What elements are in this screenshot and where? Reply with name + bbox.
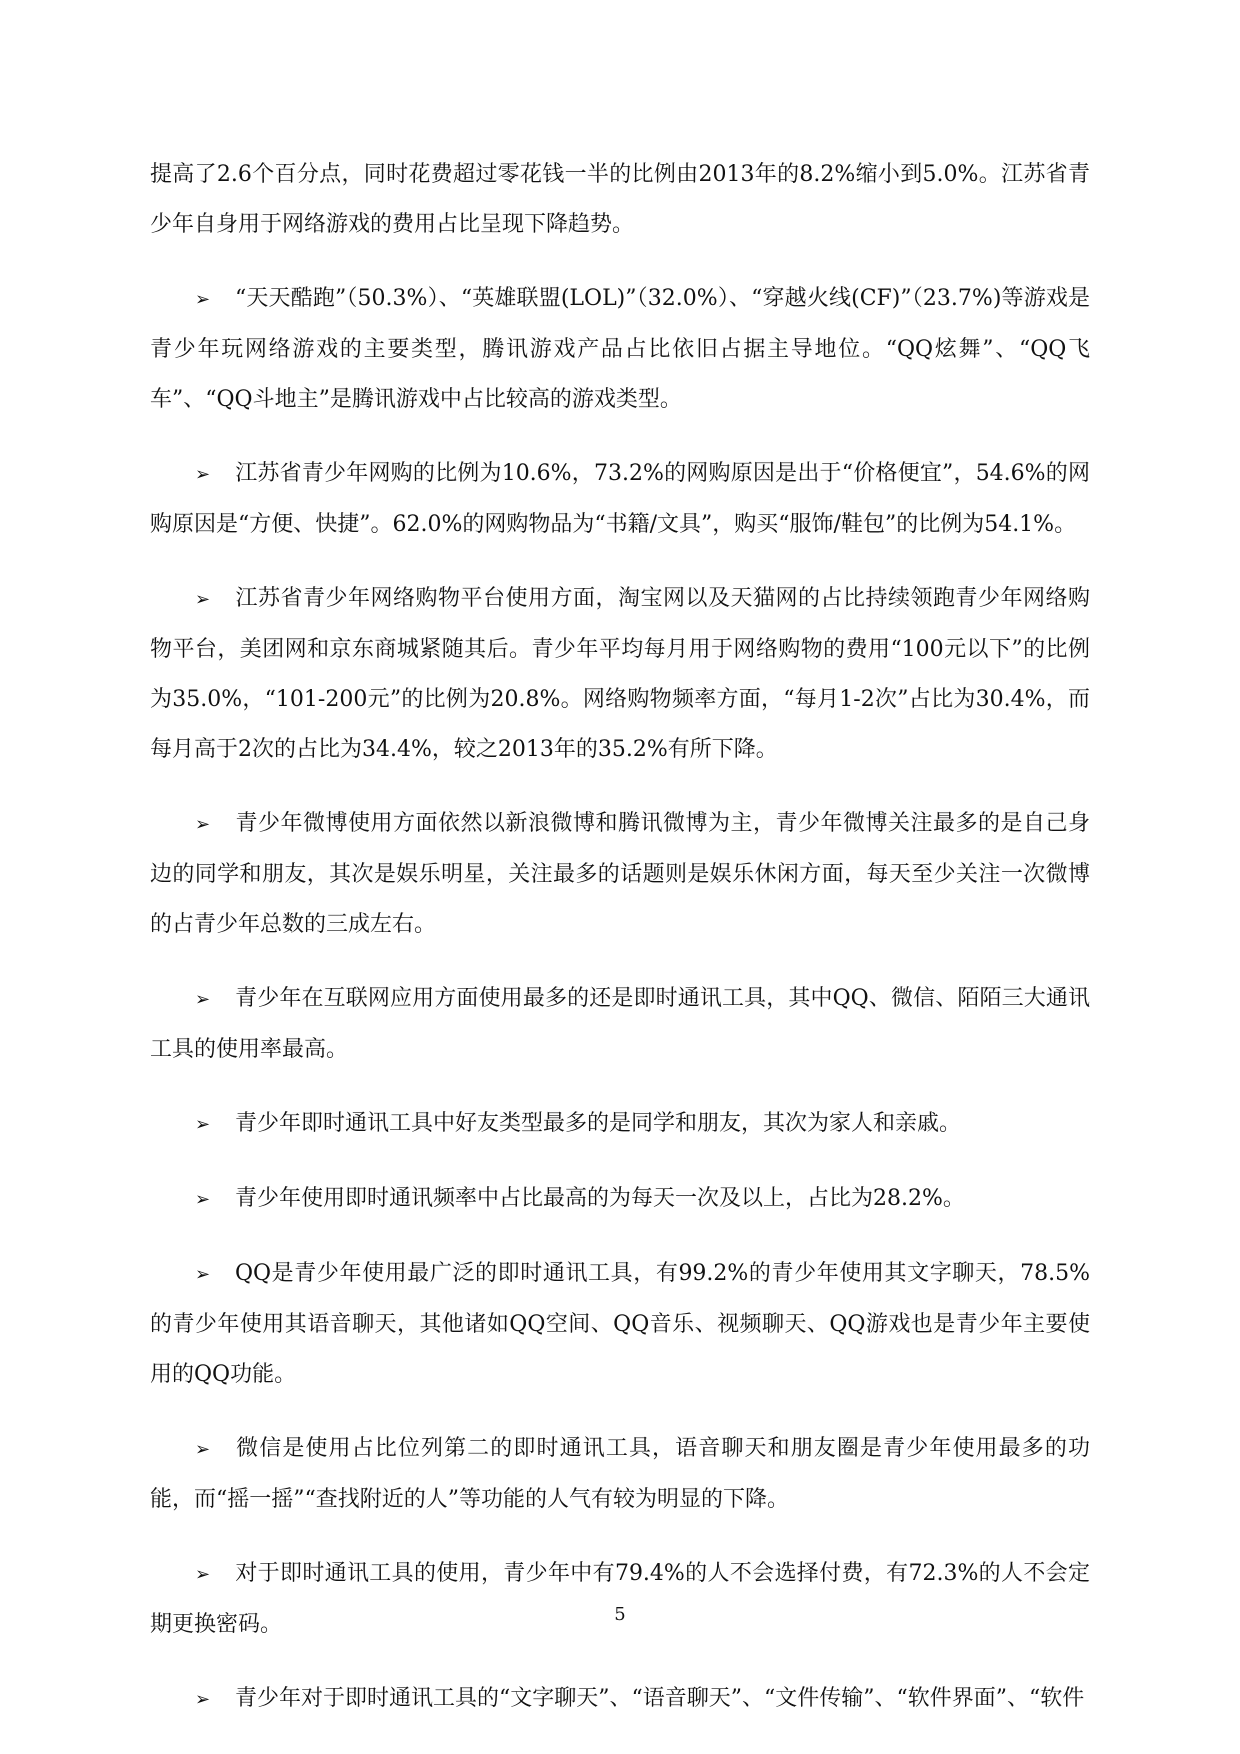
bullet-item [150, 449, 1090, 550]
bullet-item [150, 1549, 1090, 1650]
bullet-item [150, 1249, 1090, 1400]
bullet-item [150, 1674, 1090, 1725]
bullet-item [150, 1424, 1090, 1525]
page-body [150, 150, 1090, 1749]
bullet-text: 青少年在互联网应用方面使用最多的还是即时通讯工具，其中QQ、微信、陌陌三大通讯工具的使用率最高。 [150, 986, 1090, 1062]
bullet-item [150, 1099, 1090, 1150]
arrow-bullet-icon: ➢ [195, 814, 211, 835]
bullet-text: 对于即时通讯工具的使用，青少年中有79.4%的人不会选择付费，有72.3%的人不会定期更换密码。 [150, 1561, 1090, 1637]
arrow-bullet-icon: ➢ [195, 289, 211, 310]
bullet-text: “天天酷跑”（50.3%）、“英雄联盟(LOL)”（32.0%）、“穿越火线(CF)”（23.7%)等游戏是青少年玩网络游戏的主要类型，腾讯游戏产品占比依旧占据主导地位。“QQ炫舞”、“QQ飞车”、“QQ斗地主”是腾讯游戏中占比较高的游戏类型。 [150, 286, 1090, 412]
bullet-item [150, 274, 1090, 425]
arrow-bullet-icon: ➢ [195, 1264, 211, 1285]
bullet-text: 青少年微博使用方面依然以新浪微博和腾讯微博为主，青少年微博关注最多的是自己身边的同学和朋友，其次是娱乐明星，关注最多的话题则是娱乐休闲方面，每天至少关注一次微博的占青少年总数的三成左右。 [150, 811, 1090, 937]
bullet-text: 青少年使用即时通讯频率中占比最高的为每天一次及以上，占比为28.2%。 [235, 1186, 965, 1211]
arrow-bullet-icon: ➢ [195, 1689, 211, 1710]
arrow-bullet-icon: ➢ [195, 1439, 211, 1460]
arrow-bullet-icon: ➢ [195, 1114, 211, 1135]
bullet-text: 青少年对于即时通讯工具的“文字聊天”、“语音聊天”、“文件传输”、“软件界面”、“软件 [235, 1686, 1085, 1711]
intro-paragraph: 提高了2.6个百分点，同时花费超过零花钱一半的比例由2013年的8.2%缩小到5.0%。江苏省青少年自身用于网络游戏的费用占比呈现下降趋势。 [150, 162, 1090, 237]
bullet-item [150, 799, 1090, 950]
bullet-text: 微信是使用占比位列第二的即时通讯工具，语音聊天和朋友圈是青少年使用最多的功能，而“摇一摇”“查找附近的人”等功能的人气有较为明显的下降。 [150, 1436, 1090, 1512]
arrow-bullet-icon: ➢ [195, 464, 211, 485]
bullet-text: QQ是青少年使用最广泛的即时通讯工具，有99.2%的青少年使用其文字聊天，78.5%的青少年使用其语音聊天，其他诸如QQ空间、QQ音乐、视频聊天、QQ游戏也是青少年主要使用的QQ功能。 [150, 1261, 1090, 1387]
bullet-item [150, 574, 1090, 775]
bullet-text: 江苏省青少年网购的比例为10.6%，73.2%的网购原因是出于“价格便宜”，54.6%的网购原因是“方便、快捷”。62.0%的网购物品为“书籍/文具”，购买“服饰/鞋包”的比例为54.1%。 [150, 461, 1090, 537]
bullet-text: 江苏省青少年网络购物平台使用方面，淘宝网以及天猫网的占比持续领跑青少年网络购物平台，美团网和京东商城紧随其后。青少年平均每月用于网络购物的费用“100元以下”的比例为35.0%，“101-200元”的比例为20.8%。网络购物频率方面，“每月1-2次”占比为30.4%，而每月高于2次的占比为34.4%，较之2013年的35.2%有所下降。 [150, 586, 1090, 762]
arrow-bullet-icon: ➢ [195, 1564, 211, 1585]
arrow-bullet-icon: ➢ [195, 989, 211, 1010]
bullet-item [150, 974, 1090, 1075]
bullet-text: 青少年即时通讯工具中好友类型最多的是同学和朋友，其次为家人和亲戚。 [235, 1111, 962, 1136]
page-number: 5 [614, 1604, 626, 1625]
arrow-bullet-icon: ➢ [195, 1189, 211, 1210]
arrow-bullet-icon: ➢ [195, 589, 211, 610]
bullet-item [150, 1174, 1090, 1225]
